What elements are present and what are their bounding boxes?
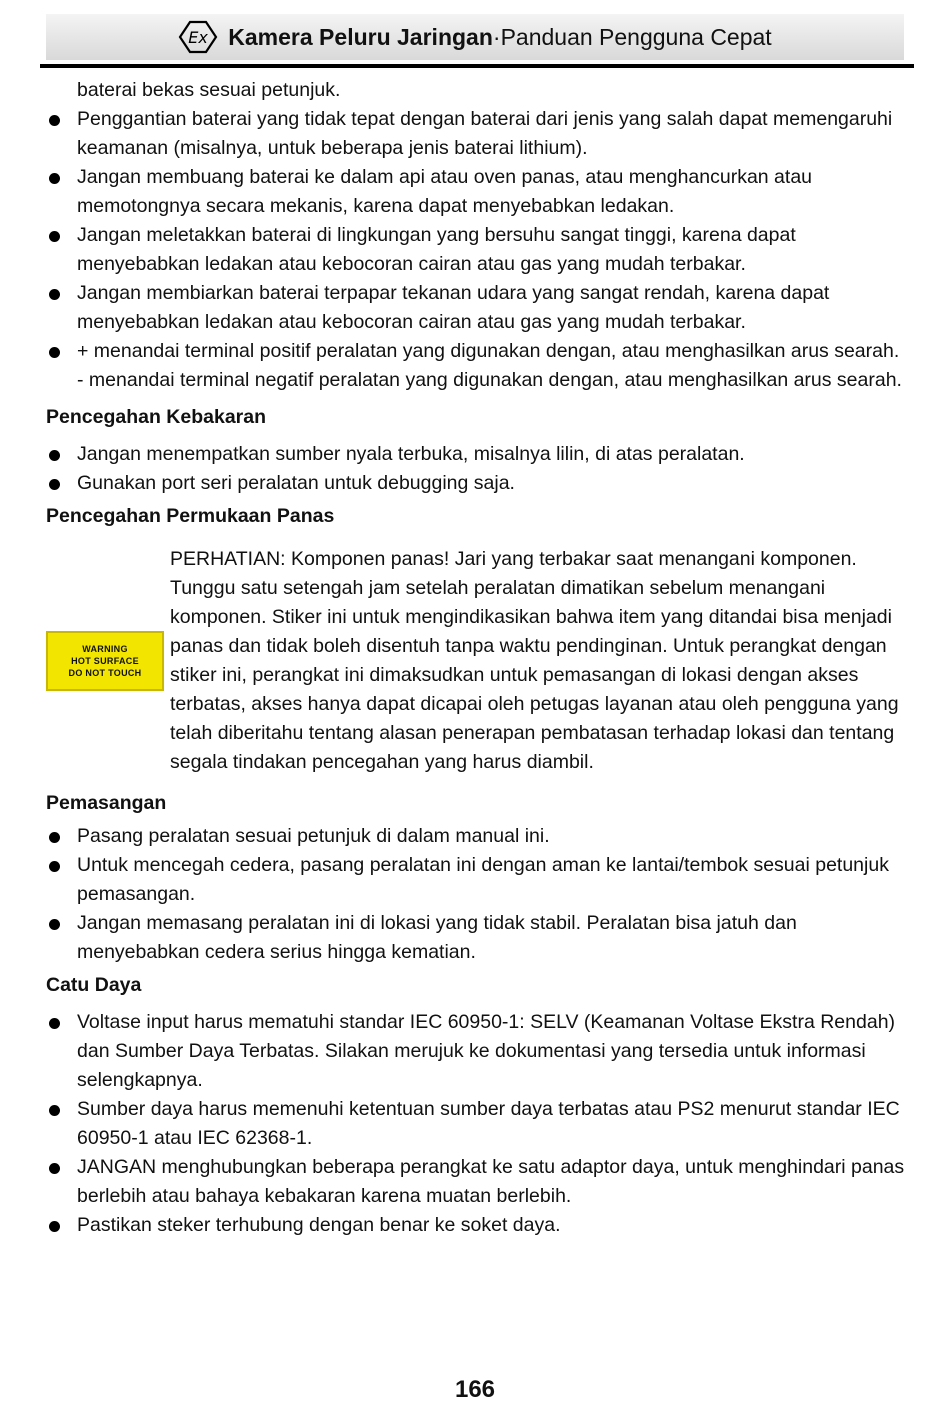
section-heading-fire: Pencegahan Kebakaran [46, 406, 267, 428]
section-heading-power: Catu Daya [46, 974, 142, 996]
ex-explosion-proof-icon [178, 20, 218, 54]
battery-bullet-list [46, 105, 906, 395]
header-title [228, 24, 771, 51]
list-item: Pasang peralatan sesuai petunjuk di dalam manual ini. [46, 822, 906, 851]
list-item: Jangan membuang baterai ke dalam api atau oven panas, atau menghancurkan atau memotongnya secara mekanis, karena dapat menyebabkan ledakan. [46, 163, 906, 221]
page-header [46, 14, 904, 60]
header-title-guide: Panduan Pengguna Cepat [500, 23, 772, 50]
intro-continuation: baterai bekas sesuai petunjuk. [77, 79, 341, 101]
warning-hot-surface-sticker [46, 631, 164, 691]
sticker-line-do-not-touch: DO NOT TOUCH [68, 668, 142, 678]
hot-surface-block [46, 545, 906, 777]
list-item: Voltase input harus mematuhi standar IEC 60950-1: SELV (Keamanan Voltase Ekstra Rendah) dan Sumber Daya Terbatas. Silakan merujuk ke dokumentasi yang tersedia untuk informasi selengkapnya. [46, 1008, 906, 1095]
header-title-separator: · [492, 23, 501, 50]
installation-bullet-list [46, 822, 906, 967]
section-heading-installation: Pemasangan [46, 792, 167, 814]
list-item: Untuk mencegah cedera, pasang peralatan ini dengan aman ke lantai/tembok sesuai petunjuk pemasangan. [46, 851, 906, 909]
list-item: Pastikan steker terhubung dengan benar ke soket daya. [46, 1211, 906, 1240]
hot-surface-caution-text: PERHATIAN: Komponen panas! Jari yang terbakar saat menangani komponen. Tunggu satu setengah jam setelah peralatan dimatikan sebelum menangani komponen. Stiker ini untuk mengindikasikan bahwa item yang ditandai bisa menjadi panas dan tidak boleh disentuh tanpa waktu pendinginan. Untuk perangkat dengan stiker ini, perangkat ini dimaksudkan untuk pemasangan di lokasi dengan akses terbatas, akses hanya dapat dicapai oleh petugas layanan atau oleh pengguna yang telah diberitahu tentang alasan penerapan pembatasan terhadap lokasi dan tentang segala tindakan pencegahan yang harus diambil. [170, 548, 899, 773]
header-title-row [46, 14, 904, 60]
page-content [46, 76, 906, 1240]
list-item: + menandai terminal positif peralatan yang digunakan dengan, atau menghasilkan arus searah. - menandai terminal negatif peralatan yang digunakan dengan, atau menghasilkan arus searah. [46, 337, 906, 395]
hot-surface-sticker-wrap [46, 631, 166, 691]
svg-text:Ex: Ex [188, 28, 209, 47]
sticker-line-warning: WARNING [82, 644, 128, 654]
header-title-product: Kamera Peluru Jaringan [228, 23, 493, 50]
power-bullet-list [46, 1008, 906, 1240]
list-item: Jangan meletakkan baterai di lingkungan yang bersuhu sangat tinggi, karena dapat menyebabkan ledakan atau kebocoran cairan atau gas yang mudah terbakar. [46, 221, 906, 279]
list-item: Jangan menempatkan sumber nyala terbuka, misalnya lilin, di atas peralatan. [46, 440, 906, 469]
section-heading-hot-surface: Pencegahan Permukaan Panas [46, 505, 335, 527]
header-divider [40, 64, 914, 68]
fire-bullet-list [46, 440, 906, 498]
list-item: Jangan membiarkan baterai terpapar tekanan udara yang sangat rendah, karena dapat menyebabkan ledakan atau kebocoran cairan atau gas yang mudah terbakar. [46, 279, 906, 337]
sticker-line-hot-surface: HOT SURFACE [71, 656, 139, 666]
page-number: 166 [454, 1376, 496, 1403]
list-item: Gunakan port seri peralatan untuk debugging saja. [46, 469, 906, 498]
list-item: Jangan memasang peralatan ini di lokasi yang tidak stabil. Peralatan bisa jatuh dan menyebabkan cedera serius hingga kematian. [46, 909, 906, 967]
list-item: Sumber daya harus memenuhi ketentuan sumber daya terbatas atau PS2 menurut standar IEC 60950-1 atau IEC 62368-1. [46, 1095, 906, 1153]
list-item: JANGAN menghubungkan beberapa perangkat ke satu adaptor daya, untuk menghindari panas berlebih atau bahaya kebakaran karena muatan berlebih. [46, 1153, 906, 1211]
list-item: Penggantian baterai yang tidak tepat dengan baterai dari jenis yang salah dapat memengaruhi keamanan (misalnya, untuk beberapa jenis baterai lithium). [46, 105, 906, 163]
